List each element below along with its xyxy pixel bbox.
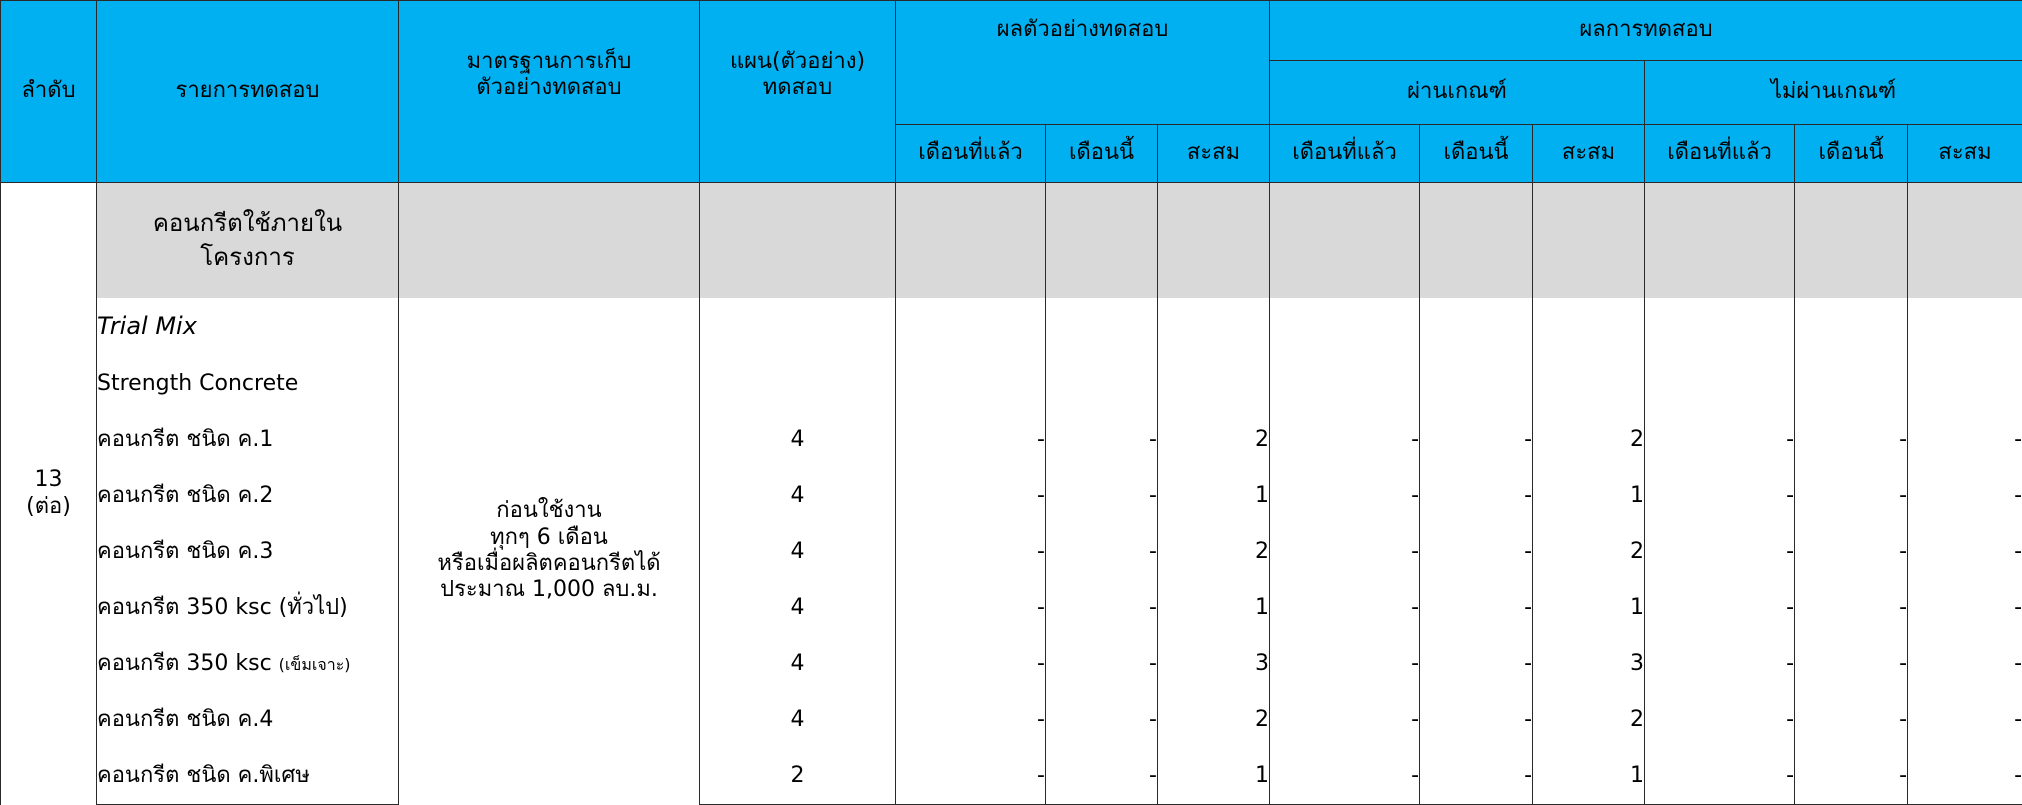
trial-mix-label: Trial Mix xyxy=(97,298,399,356)
row-plan: 4 xyxy=(700,524,896,580)
row-cell: 1 xyxy=(1158,468,1270,524)
row-cell: - xyxy=(1908,524,2022,580)
header-pass: ผ่านเกณฑ์ xyxy=(1270,61,1645,125)
row-cell: 2 xyxy=(1533,412,1645,468)
category-cell xyxy=(1158,183,1270,298)
row-cell: - xyxy=(1420,580,1533,636)
standard-cell xyxy=(399,298,700,805)
row-cell: - xyxy=(1908,580,2022,636)
table-row xyxy=(1,692,2022,748)
row-name-note: (เข็มเจาะ) xyxy=(278,654,351,674)
category-line2: โครงการ xyxy=(200,243,295,272)
row-cell: - xyxy=(1046,412,1158,468)
subheader-fail-this-month: เดือนนี้ xyxy=(1795,125,1908,183)
row-cell: - xyxy=(1270,692,1420,748)
row-cell: - xyxy=(1420,468,1533,524)
table-row xyxy=(1,748,2022,804)
category-cell xyxy=(1795,183,1908,298)
row-plan: 4 xyxy=(700,468,896,524)
category-cell xyxy=(1270,183,1420,298)
row-cell: - xyxy=(1270,412,1420,468)
category-standard-cell xyxy=(399,183,700,298)
trial-mix-row xyxy=(1,298,2022,356)
header-plan-line1: แผน(ตัวอย่าง) xyxy=(729,49,866,74)
table-row xyxy=(1,524,2022,580)
category-cell xyxy=(1645,183,1795,298)
row-cell: 1 xyxy=(1533,580,1645,636)
subheader-pass-this-month: เดือนนี้ xyxy=(1420,125,1533,183)
row-cell: - xyxy=(1908,748,2022,804)
subheader-pass-last-month: เดือนที่แล้ว xyxy=(1270,125,1420,183)
category-cell xyxy=(896,183,1046,298)
category-row xyxy=(1,183,2022,298)
row-cell: - xyxy=(1908,412,2022,468)
row-cell: - xyxy=(1420,636,1533,692)
row-name: คอนกรีต ชนิด ค.4 xyxy=(97,692,399,748)
row-cell: - xyxy=(896,580,1046,636)
row-plan: 2 xyxy=(700,748,896,804)
row-cell: - xyxy=(896,412,1046,468)
subheader-pass-cumulative: สะสม xyxy=(1533,125,1645,183)
row-cell: - xyxy=(1908,636,2022,692)
sequence-number: 13 xyxy=(34,467,63,493)
row-cell: - xyxy=(896,748,1046,804)
row-cell: - xyxy=(1795,580,1908,636)
row-cell: 1 xyxy=(1158,748,1270,804)
row-cell: - xyxy=(896,524,1046,580)
row-cell: - xyxy=(896,468,1046,524)
subheader-fail-cumulative: สะสม xyxy=(1908,125,2022,183)
standard-line: หรือเมื่อผลิตคอนกรีตได้ xyxy=(437,551,661,577)
header-plan-line2: ทดสอบ xyxy=(762,75,833,101)
sequence-continued: (ต่อ) xyxy=(26,493,71,519)
table-row xyxy=(1,412,2022,468)
row-cell: - xyxy=(1645,412,1795,468)
category-cell xyxy=(1908,183,2022,298)
row-cell: - xyxy=(1795,692,1908,748)
row-plan: 4 xyxy=(700,692,896,748)
row-cell: 2 xyxy=(1533,692,1645,748)
row-cell: - xyxy=(1795,524,1908,580)
header-standard-line1: มาตรฐานการเก็บ xyxy=(466,49,632,74)
row-cell: - xyxy=(1645,468,1795,524)
table-body xyxy=(1,183,2022,805)
row-cell: 1 xyxy=(1533,748,1645,804)
row-cell: - xyxy=(1645,580,1795,636)
row-name: คอนกรีต ชนิด ค.2 xyxy=(97,468,399,524)
header-standard xyxy=(399,1,700,183)
header-plan xyxy=(700,1,896,183)
category-name xyxy=(97,183,399,298)
row-cell: 3 xyxy=(1158,636,1270,692)
row-cell: - xyxy=(1270,748,1420,804)
row-cell: - xyxy=(1046,636,1158,692)
row-cell: - xyxy=(896,692,1046,748)
row-plan: 4 xyxy=(700,412,896,468)
row-cell: - xyxy=(1270,524,1420,580)
row-cell: - xyxy=(1270,468,1420,524)
row-cell: - xyxy=(1795,412,1908,468)
sequence-cell xyxy=(1,183,97,805)
row-cell: - xyxy=(1645,748,1795,804)
row-cell: - xyxy=(896,636,1046,692)
row-cell: - xyxy=(1795,468,1908,524)
row-name: คอนกรีต ชนิด ค.1 xyxy=(97,412,399,468)
row-cell: - xyxy=(1420,524,1533,580)
category-cell xyxy=(1046,183,1158,298)
row-name-text: คอนกรีต 350 ksc xyxy=(97,650,272,676)
row-cell: 2 xyxy=(1533,524,1645,580)
row-cell: 2 xyxy=(1158,524,1270,580)
standard-line: ประมาณ 1,000 ลบ.ม. xyxy=(440,577,658,603)
standard-line: ก่อนใช้งาน xyxy=(496,498,602,524)
row-cell: 3 xyxy=(1533,636,1645,692)
strength-row xyxy=(1,356,2022,412)
header-fail: ไม่ผ่านเกณฑ์ xyxy=(1645,61,2022,125)
category-cell xyxy=(1420,183,1533,298)
row-cell: 2 xyxy=(1158,412,1270,468)
row-cell: - xyxy=(1908,692,2022,748)
standard-line: ทุกๆ 6 เดือน xyxy=(490,524,608,550)
row-cell: - xyxy=(1046,524,1158,580)
row-cell: - xyxy=(1645,636,1795,692)
row-cell: - xyxy=(1046,748,1158,804)
row-name: คอนกรีต ชนิด ค.พิเศษ xyxy=(97,748,399,804)
table-header xyxy=(1,1,2022,183)
row-cell: - xyxy=(1270,636,1420,692)
header-item: รายการทดสอบ xyxy=(97,1,399,183)
category-cell xyxy=(1533,183,1645,298)
row-name xyxy=(97,636,399,692)
header-test-results: ผลการทดสอบ xyxy=(1270,1,2022,61)
row-cell: - xyxy=(1645,524,1795,580)
row-plan: 4 xyxy=(700,580,896,636)
row-cell: - xyxy=(1420,692,1533,748)
header-sample-results: ผลตัวอย่างทดสอบ xyxy=(896,1,1270,125)
row-cell: - xyxy=(1046,692,1158,748)
row-cell: - xyxy=(1046,468,1158,524)
category-line1: คอนกรีตใช้ภายใน xyxy=(152,208,343,237)
subheader-sample-last-month: เดือนที่แล้ว xyxy=(896,125,1046,183)
strength-label: Strength Concrete xyxy=(97,356,399,412)
row-cell: - xyxy=(1795,636,1908,692)
row-cell: - xyxy=(1420,748,1533,804)
row-cell: - xyxy=(1795,748,1908,804)
row-name: คอนกรีต ชนิด ค.3 xyxy=(97,524,399,580)
header-seq: ลำดับ xyxy=(1,1,97,183)
row-cell: 1 xyxy=(1533,468,1645,524)
subheader-sample-cumulative: สะสม xyxy=(1158,125,1270,183)
row-plan: 4 xyxy=(700,636,896,692)
row-cell: - xyxy=(1046,580,1158,636)
subheader-fail-last-month: เดือนที่แล้ว xyxy=(1645,125,1795,183)
subheader-sample-this-month: เดือนนี้ xyxy=(1046,125,1158,183)
table-row xyxy=(1,636,2022,692)
header-standard-line2: ตัวอย่างทดสอบ xyxy=(476,75,622,101)
row-cell: - xyxy=(1420,412,1533,468)
row-cell: - xyxy=(1270,580,1420,636)
table-row xyxy=(1,468,2022,524)
row-name: คอนกรีต 350 ksc (ทั่วไป) xyxy=(97,580,399,636)
table-row xyxy=(1,580,2022,636)
row-cell: 2 xyxy=(1158,692,1270,748)
row-cell: - xyxy=(1908,468,2022,524)
row-cell: - xyxy=(1645,692,1795,748)
category-plan-cell xyxy=(700,183,896,298)
row-cell: 1 xyxy=(1158,580,1270,636)
